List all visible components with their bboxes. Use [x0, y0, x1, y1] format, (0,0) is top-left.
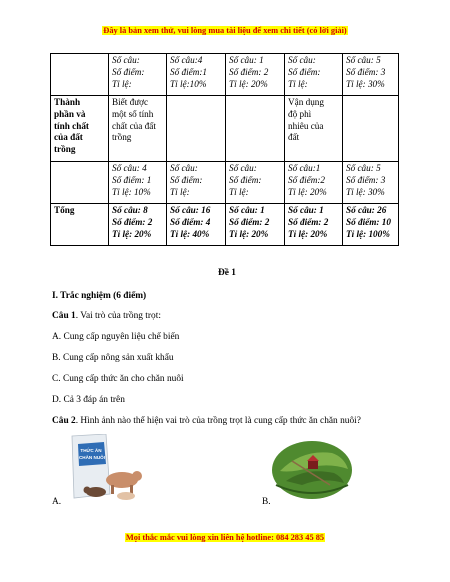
table-cell: Số câu: Số điểm: Tỉ lệ:	[109, 54, 167, 96]
q1-option-b: B. Cung cấp nông sản xuất khẩu	[52, 353, 174, 363]
bag-text-line2: CHĂN NUÔI	[78, 455, 106, 460]
table-cell: Số câu: 1 Số điểm: 2 Tỉ lệ: 20%	[226, 204, 285, 246]
hotline-banner: Mọi thắc mắc vui lòng xin liên hệ hotline: 084 283 45 85	[125, 533, 325, 542]
table-cell	[226, 96, 285, 162]
table-cell: Vận dụng độ phì nhiêu của đất	[285, 96, 343, 162]
table-cell	[51, 54, 109, 96]
table-cell: Số câu:1 Số điểm:2 Tỉ lệ: 20%	[285, 162, 343, 204]
table-row	[51, 162, 399, 204]
topic-cell: Thành phần và tính chất của đất trồng	[51, 96, 109, 162]
table-row	[51, 96, 399, 162]
table-cell: Số câu: Số điểm: Tỉ lệ:	[285, 54, 343, 96]
table-row	[51, 54, 399, 96]
option-b-label: B.	[262, 497, 271, 507]
assessment-matrix-table	[50, 53, 399, 246]
table-cell: Số câu: 5 Số điểm: 3 Tỉ lệ: 30%	[343, 54, 399, 96]
table-cell: Số câu: 1 Số điểm: 2 Tỉ lệ: 20%	[226, 54, 285, 96]
table-cell: Số câu: 1 Số điểm: 2 Tỉ lệ: 20%	[285, 204, 343, 246]
exam-title: Đề 1	[218, 268, 236, 278]
table-cell: Số câu: Số điểm: Tỉ lệ:	[167, 162, 226, 204]
option-a-label: A.	[52, 497, 62, 507]
q1-option-c: C. Cung cấp thức ăn cho chăn nuôi	[52, 374, 184, 384]
animal-feed-image	[66, 434, 146, 504]
table-cell	[167, 96, 226, 162]
question-2: Câu 2. Hình ảnh nào thể hiện vai trò của trồng trọt là cung cấp thức ăn chăn nuôi?	[52, 416, 361, 426]
question-1: Câu 1. Vai trò của trồng trọt:	[52, 311, 161, 321]
table-cell	[51, 162, 109, 204]
cropland-image	[272, 441, 352, 499]
table-cell: Số câu:4 Số điểm:1 Tỉ lệ:10%	[167, 54, 226, 96]
table-cell	[343, 96, 399, 162]
preview-banner: Đây là bản xem thử, vui lòng mua tài liệu để xem chi tiết (có lời giải)	[103, 26, 347, 35]
total-label-cell: Tổng	[51, 204, 109, 246]
table-cell: Số câu: 16 Số điểm: 4 Tỉ lệ: 40%	[167, 204, 226, 246]
table-cell: Số câu: 5 Số điểm: 3 Tỉ lệ: 30%	[343, 162, 399, 204]
table-cell: Số câu: 26 Số điểm: 10 Tỉ lệ: 100%	[343, 204, 399, 246]
table-cell: Số câu: 4 Số điểm: 1 Tỉ lệ: 10%	[109, 162, 167, 204]
table-cell: Biết được một số tính chất của đất trồng	[109, 96, 167, 162]
q1-option-a: A. Cung cấp nguyên liệu chế biến	[52, 332, 180, 342]
q1-option-d: D. Cả 3 đáp án trên	[52, 395, 125, 405]
bag-text-line1: THỨC ĂN	[80, 448, 102, 453]
table-cell: Số câu: Số điểm: Tỉ lệ:	[226, 162, 285, 204]
table-row	[51, 204, 399, 246]
section-heading: I. Trắc nghiệm (6 điểm)	[52, 291, 147, 301]
table-cell: Số câu: 8 Số điểm: 2 Tỉ lệ: 20%	[109, 204, 167, 246]
